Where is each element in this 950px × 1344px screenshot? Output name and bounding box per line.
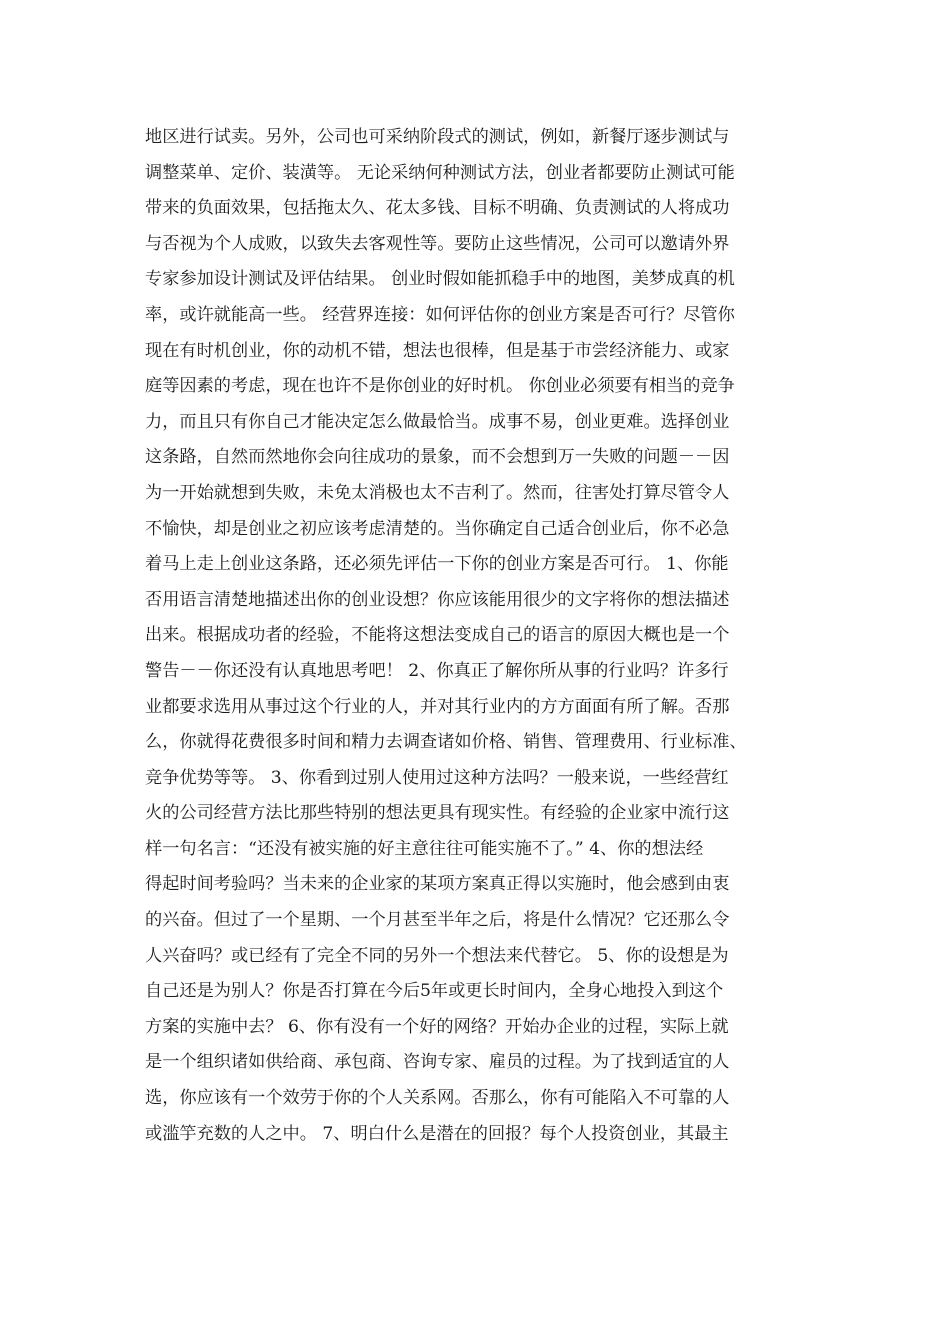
text-line: 专家参加设计测试及评估结果。 创业时假如能抓稳手中的地图，美梦成真的机 xyxy=(145,269,735,290)
text-line: 竞争优势等等。 3、你看到过别人使用过这种方法吗？一般来说，一些经营红 xyxy=(145,767,729,788)
text-line: 选，你应该有一个效劳于你的个人关系网。否那么，你有可能陷入不可靠的人 xyxy=(145,1088,730,1109)
text-line: 么，你就得花费很多时间和精力去调查诸如价格、销售、管理费用、行业标准、 xyxy=(145,732,747,753)
text-line: 是一个组织诸如供给商、承包商、咨询专家、雇员的过程。为了找到适宜的人 xyxy=(145,1052,730,1073)
text-line: 为一开始就想到失败，未免太消极也太不吉利了。然而，往害处打算尽管令人 xyxy=(145,482,730,503)
text-line: 带来的负面效果，包括拖太久、花太多钱、目标不明确、负责测试的人将成功 xyxy=(145,198,730,219)
text-line: 着马上走上创业这条路，还必须先评估一下你的创业方案是否可行。 1、你能 xyxy=(145,554,729,575)
text-line: 出来。根据成功者的经验，不能将这想法变成自己的语言的原因大概也是一个 xyxy=(145,625,730,646)
text-line: 业都要求选用从事过这个行业的人，并对其行业内的方方面面有所了解。否那 xyxy=(145,696,730,717)
text-line: 地区进行试卖。另外，公司也可采纳阶段式的测试，例如，新餐厅逐步测试与 xyxy=(145,127,730,147)
text-line: 调整菜单、定价、装潢等。 无论采纳何种测试方法，创业者都要防止测试可能 xyxy=(145,162,735,183)
text-line: 这条路，自然而然地你会向往成功的景象，而不会想到万一失败的问题－－因 xyxy=(145,447,730,468)
text-line: 或滥竽充数的人之中。 7、明白什么是潜在的回报？每个人投资创业，其最主 xyxy=(145,1123,729,1144)
text-line: 火的公司经营方法比那些特别的想法更具有现实性。有经验的企业家中流行这 xyxy=(145,803,730,824)
text-line: 不愉快，却是创业之初应该考虑清楚的。当你确定自己适合创业后，你不必急 xyxy=(145,518,730,539)
text-line: 的兴奋。但过了一个星期、一个月甚至半年之后，将是什么情况？它还那么令 xyxy=(145,910,730,931)
text-line: 与否视为个人成败，以致失去客观性等。要防止这些情况，公司可以邀请外界 xyxy=(145,233,730,254)
text-line: 否用语言清楚地描述出你的创业设想？你应该能用很少的文字将你的想法描述 xyxy=(145,589,730,610)
text-line: 人兴奋吗？或已经有了完全不同的另外一个想法来代替它。 5、你的设想是为 xyxy=(145,945,729,966)
text-line: 得起时间考验吗？当未来的企业家的某项方案真正得以实施时，他会感到由衷 xyxy=(145,874,730,895)
text-line: 样一句名言：“还没有被实施的好主意往往可能实施不了。” 4、你的想法经 xyxy=(145,838,704,859)
text-line: 率，或许就能高一些。 经营界连接：如何评估你的创业方案是否可行？尽管你 xyxy=(145,304,735,325)
text-line: 力，而且只有你自己才能决定怎么做最恰当。成事不易，创业更难。选择创业 xyxy=(145,411,730,432)
text-line: 警告－－你还没有认真地思考吧！ 2、你真正了解你所从事的行业吗？许多行 xyxy=(145,660,729,681)
text-line: 方案的实施中去？ 6、你有没有一个好的网络？开始办企业的过程，实际上就 xyxy=(145,1016,729,1037)
text-line: 现在有时机创业，你的动机不错，想法也很棒，但是基于市尝经济能力、或家 xyxy=(145,340,730,361)
body-text xyxy=(145,120,810,1152)
text-line: 庭等因素的考虑，现在也许不是你创业的好时机。 你创业必须要有相当的竞争 xyxy=(145,376,735,397)
text-line: 自己还是为别人？你是否打算在今后5年或更长时间内，全身心地投入到这个 xyxy=(145,981,724,1002)
